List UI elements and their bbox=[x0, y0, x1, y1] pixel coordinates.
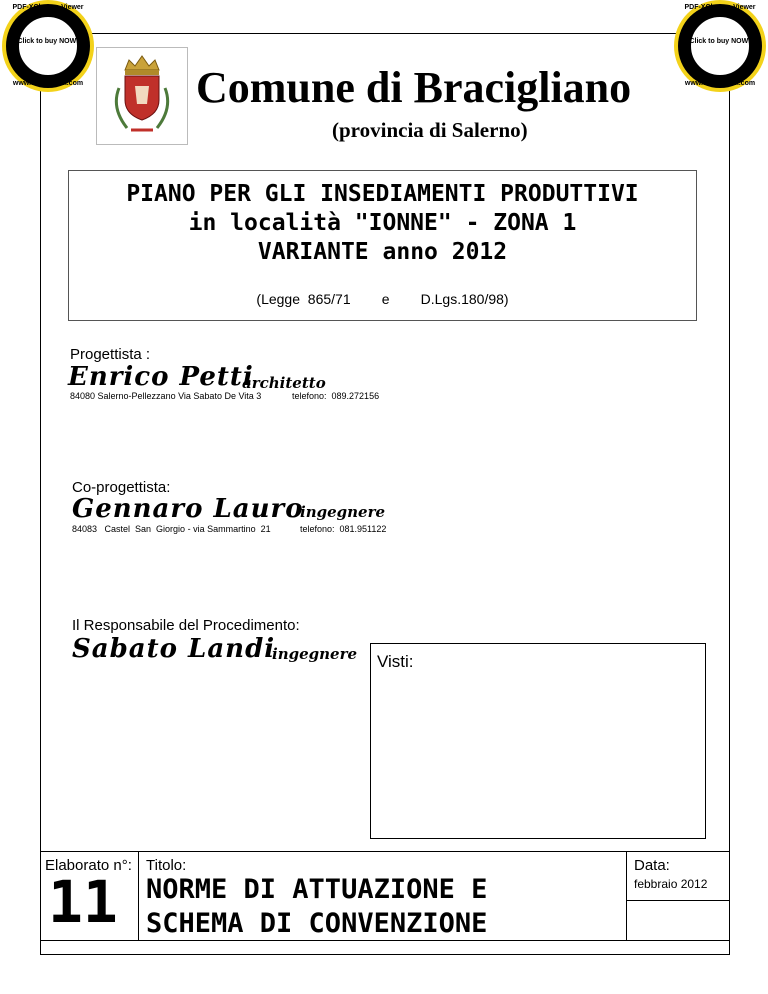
designer-label: Progettista : bbox=[70, 346, 151, 363]
titolo-label: Titolo: bbox=[146, 857, 187, 874]
footer-divider-2 bbox=[626, 851, 627, 940]
date-cell-rule bbox=[626, 900, 730, 901]
codesigner-label: Co-progettista: bbox=[72, 479, 171, 496]
municipality-title: Comune di Bracigliano bbox=[196, 63, 632, 112]
data-label: Data: bbox=[634, 857, 670, 874]
manager-role: ingegnere bbox=[272, 645, 358, 663]
document-title-line-2: SCHEMA DI CONVENZIONE bbox=[146, 908, 488, 939]
crest-icon bbox=[97, 48, 187, 144]
pdf-xchange-badge-right[interactable] bbox=[674, 0, 766, 92]
codesigner-name: Gennaro Lauro bbox=[72, 494, 304, 524]
codesigner-phone: telefono: 081.951122 bbox=[300, 524, 387, 534]
badge-center bbox=[688, 14, 752, 78]
document-date: febbraio 2012 bbox=[634, 877, 708, 891]
badge-top-text: PDF-XChange Viewer bbox=[684, 4, 756, 11]
visti-label: Visti: bbox=[377, 652, 414, 671]
badge-middle-text: Click to buy NOW! bbox=[689, 38, 751, 45]
badge-bottom-text: www.docu-track.com bbox=[12, 80, 84, 87]
province-subtitle: (provincia di Salerno) bbox=[332, 118, 528, 142]
plan-title-line-3: VARIANTE anno 2012 bbox=[257, 239, 508, 265]
footer-divider-1 bbox=[138, 851, 139, 940]
designer-phone: telefono: 089.272156 bbox=[292, 391, 380, 401]
manager-label: Il Responsabile del Procedimento: bbox=[72, 617, 300, 634]
plan-title-box bbox=[68, 170, 697, 321]
elaborato-label: Elaborato n°: bbox=[45, 857, 132, 874]
badge-middle-text: Click to buy NOW! bbox=[17, 38, 79, 45]
plan-title-line-1: PIANO PER GLI INSEDIAMENTI PRODUTTIVI bbox=[126, 181, 639, 207]
document-title bbox=[146, 873, 487, 941]
plan-title-line-2: in località "IONNE" - ZONA 1 bbox=[188, 210, 577, 236]
badge-bottom-text: www.docu-track.com bbox=[684, 80, 756, 87]
badge-center bbox=[16, 14, 80, 78]
codesigner-role: ingegnere bbox=[300, 503, 386, 521]
plan-law-reference: (Legge 865/71 e D.Lgs.180/98) bbox=[256, 291, 509, 307]
elaborato-number: 11 bbox=[48, 868, 118, 936]
visti-box bbox=[370, 643, 706, 839]
document-title-line-1: NORME DI ATTUAZIONE E bbox=[146, 874, 488, 905]
codesigner-address: 84083 Castel San Giorgio - via Sammartino 21 bbox=[72, 524, 271, 534]
pdf-xchange-badge-left[interactable] bbox=[2, 0, 94, 92]
designer-address: 84080 Salerno-Pellezzano Via Sabato De Vita 3 bbox=[70, 391, 262, 401]
badge-top-text: PDF-XChange Viewer bbox=[12, 4, 84, 11]
designer-name: Enrico Petti bbox=[68, 362, 254, 392]
manager-name: Sabato Landi bbox=[72, 634, 276, 664]
municipal-crest bbox=[96, 47, 188, 145]
designer-role: architetto bbox=[242, 374, 326, 392]
